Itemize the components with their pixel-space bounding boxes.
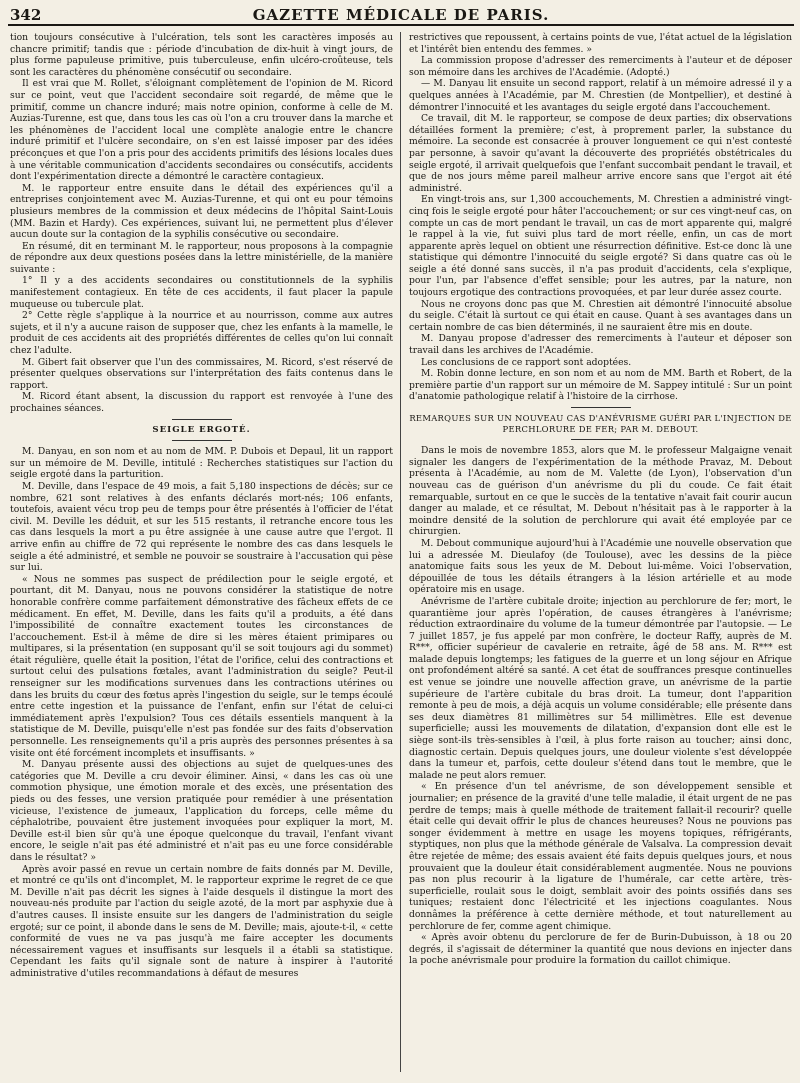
left-column xyxy=(10,32,393,1076)
paragraph: — M. Danyau lit ensuite un second rapport, relatif à un mémoire adressé il y a quelques années à l'Académie, par M. Chrestien (de Montpellier), et destiné à démontrer l'innocuité et les avantages du seigle ergoté dans l'accouchement. xyxy=(409,78,792,113)
journal-title: GAZETTE MÉDICALE DE PARIS. xyxy=(252,6,550,24)
paragraph: « Nous ne sommes pas suspect de prédilection pour le seigle ergoté, et pourtant, dit M. Danyau, nous ne pouvons considérer la statistique de notre honorable confrère comme parfaitement démonstrative des fâcheux effets de ce médicament. En effet, M. Deville, dans les faits qu'il a produits, a été dans l'impossibilité de connaître exactement toutes les circonstances de l'accouchement. Est-il à même de dire si les mères étaient primipares ou multipares, si la présentation (en supposant qu'il se soit toujours agi du sommet) était régulière, quelle était la position, l'état de l'orifice, celui des contractions et surtout celui des pulsations fœtales, avant l'administration du seigle? Peut-il renseigner sur les modifications survenues dans les contractions utérines ou dans les bruits du cœur des fœtus après l'ingestion du seigle, sur le temps écoulé entre cette ingestion et la puissance de l'enfant, enfin sur l'état de celui-ci immédiatement après l'expulsion? Tous ces détails essentiels manquent à la statistique de M. Deville, puisqu'elle n'est pas fondée sur des faits d'observation personnelle. Les renseignements qu'il a pris auprès des personnes présentes à sa visite ont été forcément incomplets et insuffisants. » xyxy=(10,573,393,759)
paragraph: tion toujours consécutive à l'ulcération, tels sont les caractères imposés au chancre primitif; tandis que : période d'incubation de dix-huit à vingt jours, de plus forme papuleuse primitive, puis tuberculeuse, enfin ulcéro-croûteuse, tels sont les caractères du phénomène consécutif ou secondaire. xyxy=(10,32,393,78)
paragraph: M. Debout communique aujourd'hui à l'Académie une nouvelle observation que lui a adressée M. Dieulafoy (de Toulouse), avec les dessins de la pièce anatomique faits sous les yeux de M. Debout lui-même. Voici l'observation, dépouillée de tous les détails étrangers à la lésion artérielle et au mode opératoire mis en usage. xyxy=(409,537,792,596)
newspaper-page xyxy=(8,4,794,1078)
paragraph: Nous ne croyons donc pas que M. Chrestien ait démontré l'innocuité absolue du seigle. C'était là surtout ce qui était en cause. Quant à ses avantages dans un certain nombre de cas bien déterminés, il ne sauraient être mis en doute. xyxy=(409,298,792,333)
paragraph: En vingt-trois ans, sur 1,300 accouchements, M. Chrestien a administré vingt-cinq fois le seigle ergoté pour hâter l'accouchement; or sur ces vingt-neuf cas, on compte un cas de mort pendant le travail, un cas de mort apparente qui, malgré le rappel à la vie, fut suivi plus tard de mort réelle, enfin, un cas de mort apparente après lequel on obtient une résurrection définitive. Est-ce donc là une statistique qui démontre l'innocuité du seigle ergoté? Si dans quatre cas où le seigle a été donné sans succès, il n'a pas produit d'accidents, cela s'explique, pour l'un, par l'absence d'effet sensible; pour les autres, par la nature, non toujours ergotique des contractions provoquées, et par leur durée assez courte. xyxy=(409,194,792,299)
paragraph: Il est vrai que M. Rollet, s'éloignant complètement de l'opinion de M. Ricord sur ce point, veut que l'accident secondaire soit regardé, de même que le primitif, comme un chancre induré; mais notre opinion, conforme à celle de M. Auzias-Turenne, est que, dans tous les cas où l'on a cru trouver dans la marche et les phénomènes de l'accident local une complète analogie entre le chancre induré primitif et l'ulcère secondaire, on s'en est laissé imposer par des idées préconçues et que l'on a pris pour des accidents primitifs des lésions locales dues à une véritable communication d'accidents secondaires ou consécutifs, accidents dont l'expérimentation directe a démontré le caractère contagieux. xyxy=(10,78,393,183)
paragraph: Après avoir passé en revue un certain nombre de faits donnés par M. Deville, et montré ce qu'ils ont d'incomplet, M. le rapporteur exprime le regret de ce que M. Deville n'ait pas décrit les signes à l'aide desquels il distingue la mort des nouveau-nés produite par l'action du seigle azoté, de la mort par asphyxie due à d'autres causes. Il insiste ensuite sur les dangers de l'administration du seigle ergoté; sur ce point, il abonde dans le sens de M. Deville; mais, ajoute-t-il, « cette conformité de vues ne va pas jusqu'à me faire accepter les documents nécessairement vagues et insuffisants sur lesquels il a établi sa statistique. Cependant les faits qu'il signale sont de nature à inspirer à l'autorité administrative d'utiles recommandations à défaut de mesures xyxy=(10,863,393,979)
paragraph: Ce travail, dit M. le rapporteur, se compose de deux parties; dix observations détaillées forment la première; c'est, à proprement parler, la substance du mémoire. La seconde est consacrée à prouver longuement ce qui n'est contesté par personne, à savoir qu'avant la découverte des propriétés obstétricales du seigle ergoté, il arrivait quelquefois que l'enfant succombait pendant le travail, et que de nos jours même pareil malheur arrive encore sans que l'ergot ait été administré. xyxy=(409,113,792,194)
paragraph: 1° Il y a des accidents secondaires ou constitutionnels de la syphilis manifestement contagieux. En tête de ces accidents, il faut placer la papule muqueuse ou tubercule plat. xyxy=(10,275,393,310)
paragraph: M. Ricord étant absent, la discussion du rapport est renvoyée à l'une des prochaines séances. xyxy=(10,391,393,414)
paragraph: M. Gibert fait observer que l'un des commissaires, M. Ricord, s'est réservé de présenter quelques observations sur l'interprétation des faits contenus dans le rapport. xyxy=(10,356,393,391)
paragraph: M. Danyau propose d'adresser des remerciments à l'auteur et déposer son travail dans les archives de l'Académie. xyxy=(409,333,792,357)
page-header xyxy=(8,4,794,26)
text-columns xyxy=(8,32,794,1076)
paragraph: M. Danyau, en son nom et au nom de MM. P. Dubois et Depaul, lit un rapport sur un mémoire de M. Deville, intitulé : Recherches statistiques sur l'action du seigle ergoté dans la parturition. xyxy=(10,446,393,481)
paragraph: En résumé, dit en terminant M. le rapporteur, nous proposons à la compagnie de répondre aux deux questions posées dans la lettre ministérielle, de la manière suivante : xyxy=(10,240,393,275)
column-divider xyxy=(400,32,401,1072)
paragraph: M. Robin donne lecture, en son nom et au nom de MM. Barth et Robert, de la première partie d'un rapport sur un mémoire de M. Sappey intitulé : Sur un point d'anatomie pathologique relatif à l'histoire de la cirrhose. xyxy=(409,368,792,403)
section-divider xyxy=(571,407,631,408)
paragraph: M. Deville, dans l'espace de 49 mois, a fait 5,180 inspections de décès; sur ce nombre, 621 sont relatives à des enfants déclarés mort-nés; 106 enfants, toutefois, avaient vécu trop peu de temps pour être présentés à l'officier de l'état civil. M. Deville les déduit, et sur les 515 restants, il retranche encore tous les cas dans lesquels la mort a pu être assignée à une cause autre que l'ergot. Il arrive enfin au chiffre de 72 qui représente le nombre des cas dans lesquels le seigle a été administré, et semble ne pouvoir se soustraire à l'accusation qui pèse sur lui. xyxy=(10,480,393,574)
section-divider xyxy=(172,440,232,441)
paragraph: Les conclusions de ce rapport sont adoptées. xyxy=(421,356,632,368)
section-title: REMARQUES SUR UN NOUVEAU CAS D'ANÉVRISME GUÉRI PAR L'INJECTION DE PERCHLORURE DE FER; PAR M. DEBOUT. xyxy=(409,413,792,434)
paragraph: 2° Cette règle s'applique à la nourrice et au nourrisson, comme aux autres sujets, et il n'y a aucune raison de supposer que, chez les enfants à la mamelle, le produit de ces accidents ait des propriétés différentes de celles qu'on lui connaît chez l'adulte. xyxy=(10,310,393,357)
paragraph: « En présence d'un tel anévrisme, de son développement sensible et journalier; en présence de la gravité d'une telle maladie, il était urgent de ne pas perdre de temps; mais à quelle méthode de traitement fallait-il recourir? quelle était celle qui devait offrir le plus de chances heureuses? Nous ne pouvions pas songer évidemment à mettre en usage les moyens topiques, réfrigérants, styptiques, non plus que la méthode générale de Valsalva. La compression devait être rejetée de même; des essais avaient été faits depuis quelques jours, et nous prouvaient que la douleur était considérablement augmentée. Nous ne pouvions pas non plus recourir à la ligature de l'humérale, car cette artère, très-superficielle, roulait sous le doigt, semblait avoir des points ossifiés dans ses tuniques; restaient donc l'électricité et les injections coagulantes. Nous donnâmes la préférence à cette dernière méthode, et tout naturellement au perchlorure de fer, comme agent chimique. xyxy=(409,781,792,932)
section-divider xyxy=(172,419,232,420)
paragraph: restrictives que repoussent, à certains points de vue, l'état actuel de la législation et l'intérêt bien entendu des femmes. » xyxy=(409,32,792,55)
page-number: 342 xyxy=(10,6,42,24)
right-column xyxy=(409,32,792,1076)
paragraph: Anévrisme de l'artère cubitale droite; injection au perchlorure de fer; mort, le quarantième jour après l'opération, de causes étrangères à l'anévrisme; réduction extraordinaire du volume de la tumeur démontrée par l'autopsie. — Le 7 juillet 1857, je fus appelé par mon confrère, le docteur Raffy, auprès de M. R***, officier supérieur de cavalerie en retraite, âgé de 58 ans. M. R*** est malade depuis longtemps; les fatigues de la guerre et un long séjour en Afrique ont profondément altéré sa santé. A cet état de souffrances presque continuelles est venue se joindre une nouvelle affection grave, un anévrisme de la partie supérieure de l'artère cubitale du bras droit. La tumeur, dont l'apparition remonte à peu de mois, a déjà acquis un volume considérable; elle présente dans ses deux diamètres 81 millimètres sur 54 millimètres. Elle est devenue superficielle; aussi les mouvements de dilatation, d'expansion dont elle est le siège sont-ils très-sensibles à l'œil, à plus forte raison au toucher; ainsi donc, diagnostic certain. Depuis quelques jours, une douleur violente s'est développée dans la tumeur et, parfois, cette douleur s'étend dans tout le membre, que le malade ne peut alors remuer. xyxy=(409,595,792,781)
section-title: SEIGLE ERGOTÉ. xyxy=(152,424,251,435)
section-divider xyxy=(571,439,631,440)
paragraph: M. le rapporteur entre ensuite dans le détail des expériences qu'il a entreprises conjointement avec M. Auzias-Turenne, et qui ont eu pour témoins plusieurs membres de la commission et deux médecins de l'hôpital Saint-Louis (MM. Bazin et Hardy). Ces expériences, suivant lui, ne permettent plus d'élever aucun doute sur la contagion de la syphilis consécutive ou secondaire. xyxy=(10,182,393,241)
paragraph: La commission propose d'adresser des remerciments à l'auteur et de déposer son mémoire dans les archives de l'Académie. (Adopté.) xyxy=(409,55,792,78)
paragraph: « Après avoir obtenu du perclorure de fer de Burin-Dubuisson, à 18 ou 20 degrés, il s'agissait de déterminer la quantité que nous devions en injecter dans la poche anévrismale pour produire la formation du caillot chimique. xyxy=(409,932,792,967)
paragraph: Dans le mois de novembre 1853, alors que M. le professeur Malgaigne venait signaler les dangers de l'expérimentation de la méthode Pravaz, M. Debout présenta à l'Académie, au nom de M. Valette (de Lyon), l'observation d'un nouveau cas de guérison d'un anévrisme du pli du coude. Ce fait était remarquable, surtout en ce que le succès de la tentative n'avait fait courir aucun danger au malade, et ce résultat, M. Debout n'hésitait pas à le rapporter à la moindre densité de la solution de perchlorure qui avait été employée par ce chirurgien. xyxy=(409,445,792,538)
paragraph: M. Danyau présente aussi des objections au sujet de quelques-unes des catégories que M. Deville a cru devoir éliminer. Ainsi, « dans les cas où une commotion physique, une émotion morale et des excès, une présentation des pieds ou des fesses, une version pratiquée pour remédier à une présentation vicieuse, l'existence de jumeaux, l'application du forceps, celle même du céphalotribe, pouvaient être justement invoquées pour expliquer la mort, M. Deville est-il bien sûr qu'à une époque quelconque du travail, l'enfant vivant encore, le seigle n'ait pas été administré et n'ait pas eu une force considérable dans le résultat? » xyxy=(10,759,393,863)
